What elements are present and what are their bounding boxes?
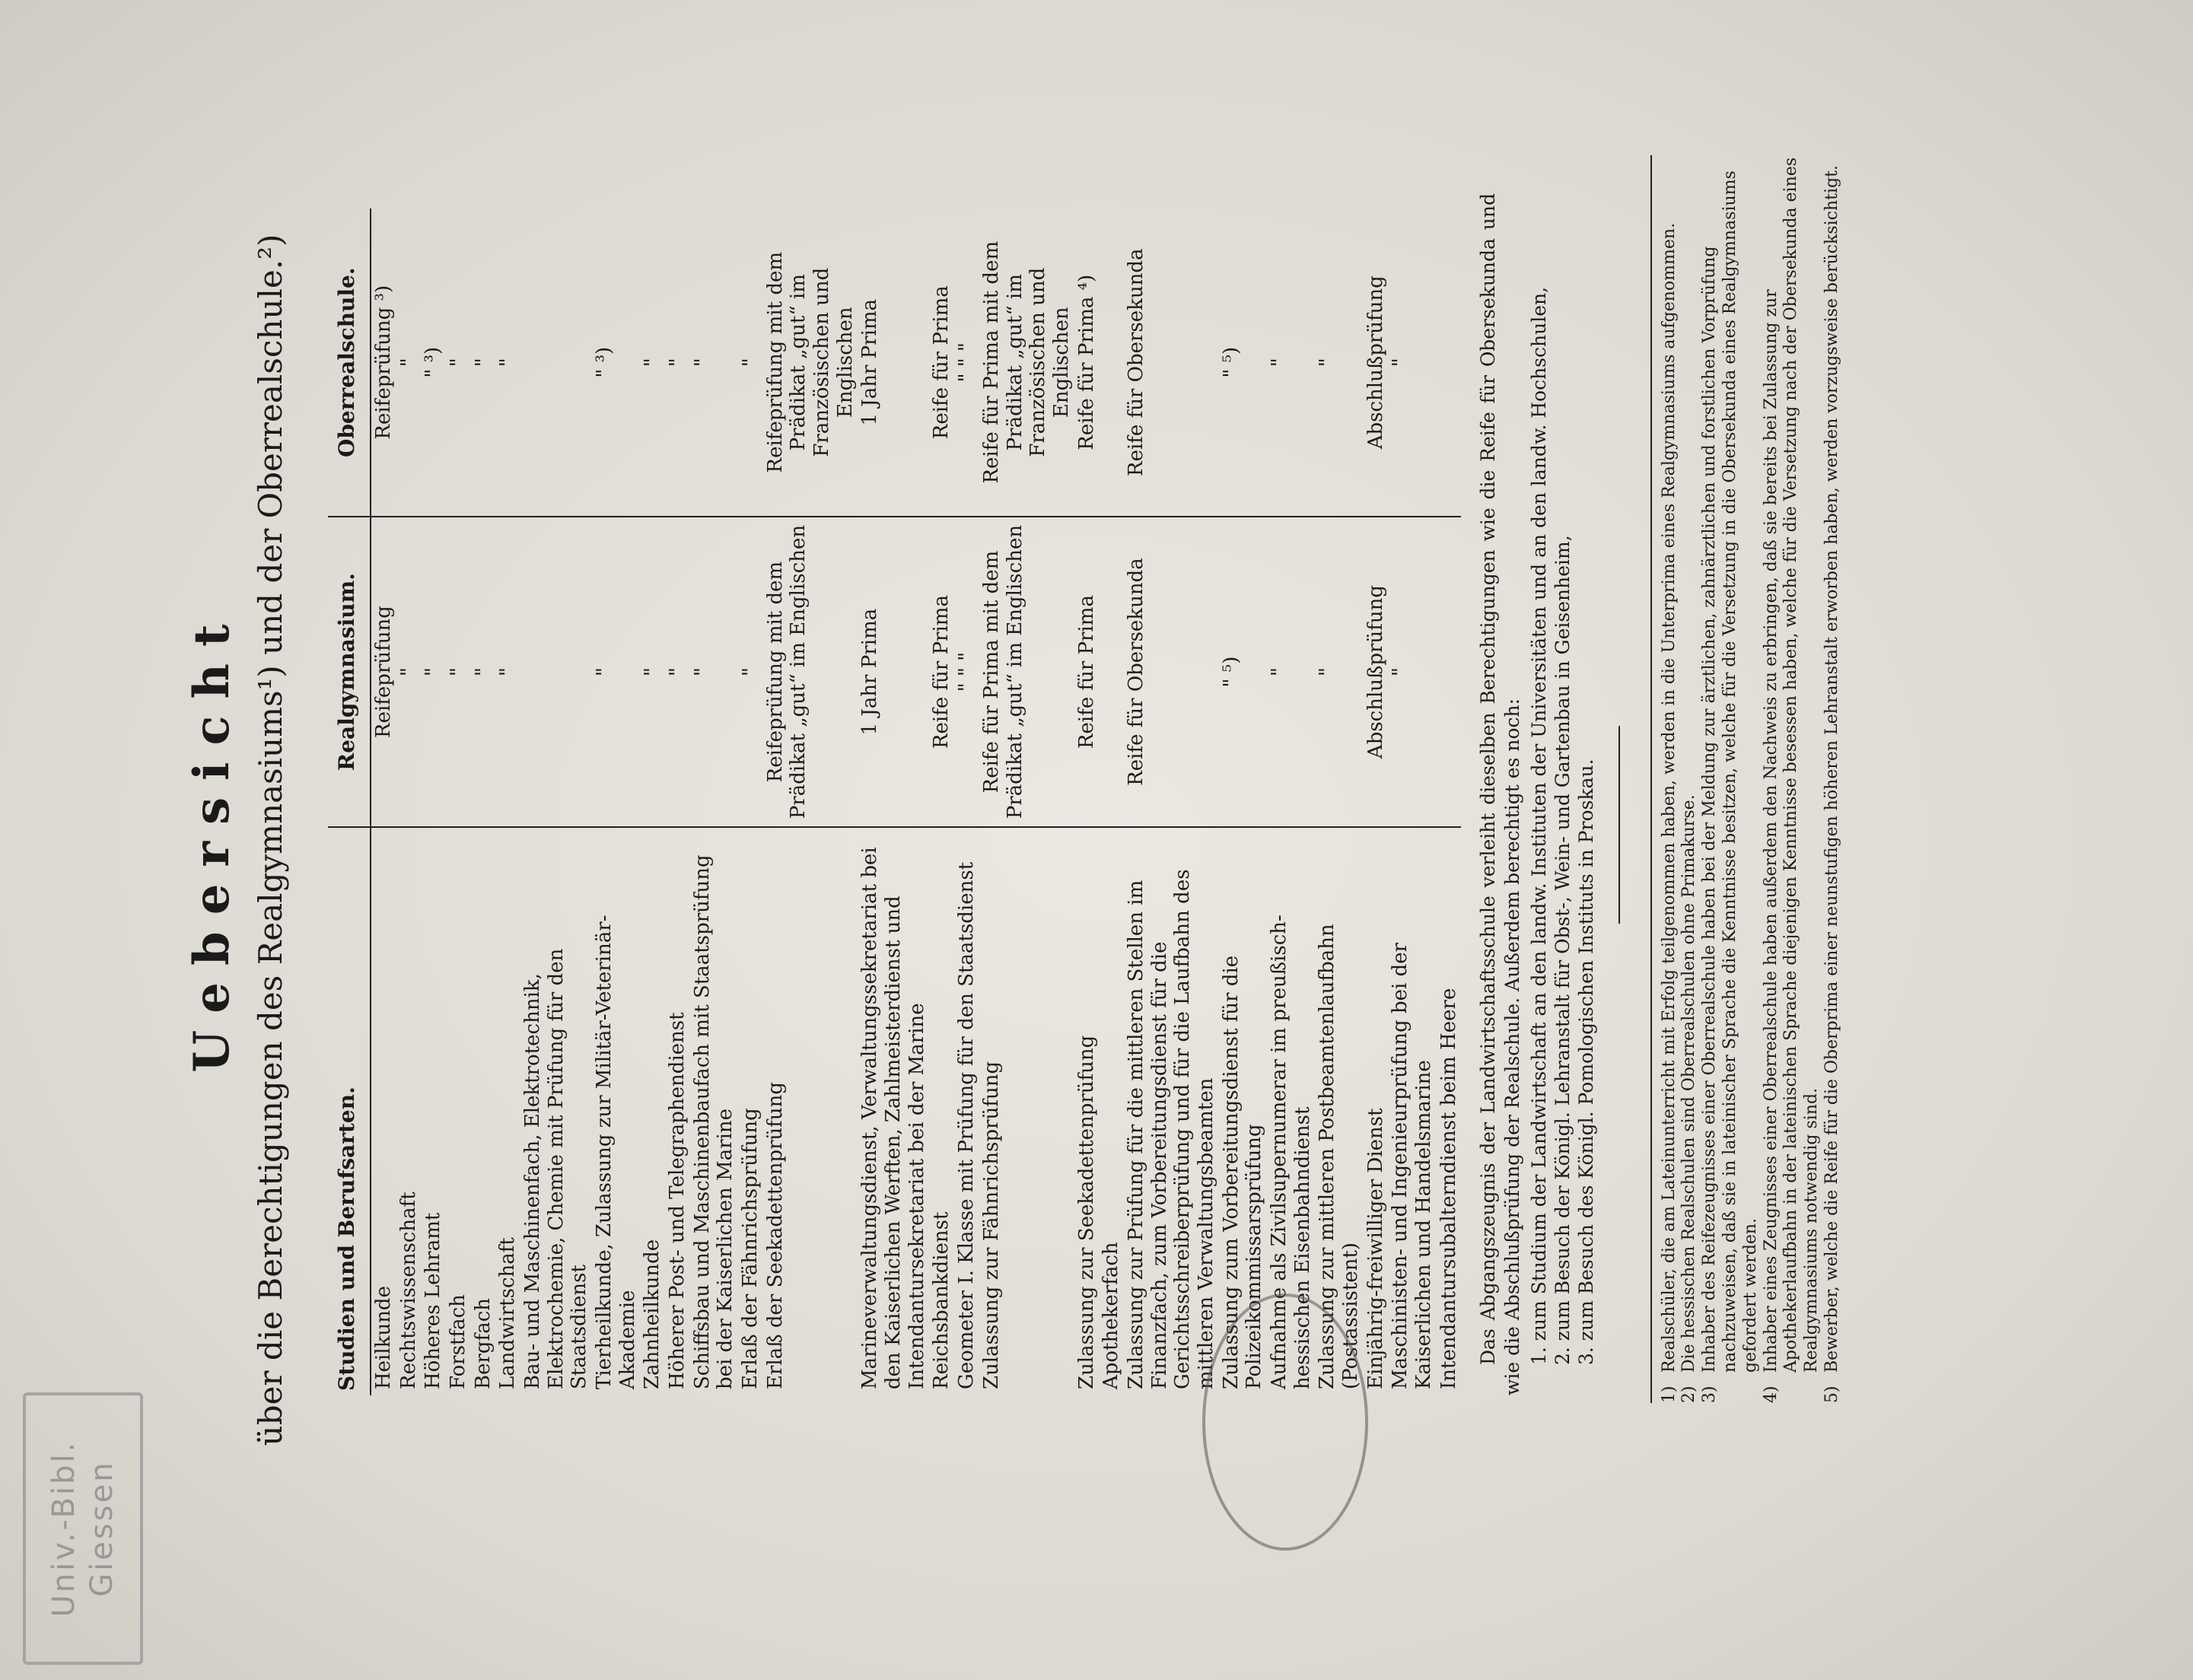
cell-oberrealschule: "	[690, 208, 738, 517]
note-list	[1527, 193, 1599, 1365]
cell-study: Maschinisten- und Ingenieurprüfung bei der Kaiserlichen und Handelsmarine	[1389, 942, 1435, 1389]
document-title: Uebersicht	[183, 607, 240, 1073]
cell-realgymnasium: "	[592, 517, 640, 826]
cell-study: Zulassung zur Seekadettenprüfung	[1074, 1035, 1098, 1389]
cell-study: Heilkunde	[372, 1286, 396, 1389]
table-row	[1124, 208, 1219, 1395]
rotated-document	[69, 26, 2124, 1654]
table-row	[1267, 208, 1315, 1395]
cell-realgymnasium: "	[495, 517, 520, 826]
cell-oberrealschule: Reife für Prima ⁴)	[1074, 208, 1100, 517]
table-row	[592, 208, 640, 1395]
cell-realgymnasium: Reife für Prima	[929, 517, 954, 826]
table-row	[396, 208, 422, 1395]
table-row	[1388, 208, 1436, 1395]
cell-realgymnasium: "	[738, 517, 763, 826]
cell-oberrealschule: "	[471, 208, 496, 517]
table-row	[471, 208, 496, 1395]
table-row	[495, 208, 520, 1395]
table-header-row	[328, 208, 371, 1395]
table-body	[371, 208, 1461, 1395]
footnote: 5) Bewerber, welche die Reife für die Oberprima einer neunstufigen höheren Lehranstalt erworben haben, werden vorzugsweise berücksichtigt.	[1822, 165, 1842, 1403]
table-row	[665, 208, 690, 1395]
document-subtitle: über die Berechtigungen des Realgymnasiums¹) und der Oberrealschule.²)	[252, 234, 289, 1446]
table-row	[763, 208, 858, 1395]
cell-oberrealschule: "	[738, 208, 763, 517]
cell-realgymnasium: " " "	[954, 517, 979, 826]
header-studies: Studien und Berufsarten.	[328, 827, 371, 1395]
note-item: 1. zum Studium der Landwirtschaft an den landw. Instituten der Universitäten und an den landw. Hochschulen,	[1527, 286, 1550, 1365]
separator-line	[1618, 726, 1620, 924]
cell-study: Geometer I. Klasse mit Prüfung für den Staatsdienst	[955, 861, 979, 1389]
oval-institution-stamp	[1202, 1293, 1368, 1551]
cell-study: Landwirtschaft	[496, 1237, 520, 1389]
table-row	[1315, 208, 1363, 1395]
cell-oberrealschule	[1437, 208, 1462, 517]
cell-realgymnasium	[1099, 517, 1124, 826]
cell-oberrealschule: "	[1315, 208, 1363, 517]
cell-realgymnasium: "	[665, 517, 690, 826]
header-oberrealschule: Oberrealschule.	[328, 208, 371, 517]
header-realgymnasium: Realgymnasium.	[328, 517, 371, 826]
cell-study: Schiffsbau und Maschinenbaufach mit Staatsprüfung bei der Kaiserlichen Marine	[690, 854, 737, 1389]
cell-realgymnasium: " ⁵)	[1219, 517, 1267, 826]
cell-realgymnasium: Reifeprüfung mit dem Prädikat „gut“ im Englischen	[763, 517, 858, 826]
cell-realgymnasium	[520, 517, 592, 826]
cell-oberrealschule: Abschlußprüfung	[1364, 208, 1389, 517]
cell-oberrealschule: " " "	[954, 208, 979, 517]
cell-realgymnasium: Reife für Prima mit dem Prädikat „gut“ im Englischen	[979, 517, 1074, 826]
cell-study: Rechtswissenschaft	[396, 1192, 420, 1389]
cell-oberrealschule: Reife für Obersekunda	[1124, 208, 1219, 517]
footnote: 3) Inhaber des Reifezeugnisses einer Oberrealschule haben bei der Meldung zur ärztlichen, zahnärztlichen und forstlichen Vorprüfung nachzuweisen, daß sie in lateinischer Sprache die Kenntnisse besitzen, welche für die Versetzung in die Obersekunda eines Realgymnasiums gefordert werden.	[1700, 170, 1760, 1403]
cell-realgymnasium	[1437, 517, 1462, 826]
cell-study: Erlaß der Seekadettenprüfung	[763, 1081, 787, 1389]
table-row	[929, 208, 954, 1395]
cell-oberrealschule: Reifeprüfung mit dem Prädikat „gut“ im Französischen und Englischen	[763, 208, 858, 517]
footnote: 4) Inhaber eines Zeugnisses einer Oberrealschule haben außerdem den Nachweis zu erbringen, daß sie bereits bei Zulassung zur Apothekerlaufbahn in der lateinischen Sprache diejenigen Kenntnisse besessen haben, welche für die Versetzung nach der Obersekunda eines Realgymnasiums notwendig sind.	[1761, 157, 1822, 1403]
cell-oberrealschule: "	[495, 208, 520, 517]
note-intro: Das Abgangszeugnis der Landwirtschaftsschule verleiht dieselben Berechtigungen wie die Reife für Obersekunda und wie die Abschlußprüfung der Realschule. Außerdem berechtigt es noch:	[1477, 193, 1523, 1395]
cell-study: Zahnheilkunde	[641, 1239, 664, 1389]
cell-study: Marineverwaltungsdienst, Verwaltungssekretariat bei den Kaiserlichen Werften, Zahlmeisterdienst und Intendantursekretariat bei der Marine	[858, 847, 928, 1389]
cell-oberrealschule: Reife für Prima mit dem Prädikat „gut“ im Französischen und Englischen	[979, 208, 1074, 517]
table-row	[371, 208, 396, 1395]
cell-oberrealschule: "	[446, 208, 471, 517]
table-row	[690, 208, 738, 1395]
cell-study: Tierheilkunde, Zulassung zur Militär-Veterinär-Akademie	[593, 915, 639, 1389]
cell-study: Höherer Post- und Telegraphendienst	[666, 1012, 689, 1389]
footnote: 2) Die hessischen Realschulen sind Oberrealschulen ohne Primakurse.	[1679, 794, 1699, 1403]
cell-realgymnasium: "	[421, 517, 446, 826]
cell-oberrealschule	[1099, 208, 1124, 517]
cell-realgymnasium: "	[1315, 517, 1363, 826]
cell-realgymnasium: Reife für Prima	[1074, 517, 1100, 826]
cell-realgymnasium: "	[1267, 517, 1315, 826]
cell-oberrealschule: Reifeprüfung ³)	[371, 208, 396, 517]
table-row	[1099, 208, 1124, 1395]
cell-study: Bau- und Maschinenfach, Elektrotechnik, Elektrochemie, Chemie mit Prüfung für den Staatsdienst	[521, 948, 591, 1389]
cell-realgymnasium: Abschlußprüfung	[1364, 517, 1389, 826]
cell-study: Reichsbankdienst	[930, 1211, 953, 1389]
cell-realgymnasium: "	[396, 517, 422, 826]
footnotes	[1650, 155, 1843, 1403]
cell-oberrealschule: "	[1388, 208, 1436, 517]
cell-study: Aufnahme als Zivilsupernumerar im preußisch-hessischen Eisenbahndienst	[1267, 915, 1314, 1389]
cell-realgymnasium: 1 Jahr Prima	[858, 517, 929, 826]
cell-study: Erlaß der Fähnrichsprüfung	[739, 1108, 762, 1389]
cell-study: Apothekerfach	[1100, 1242, 1123, 1389]
table-row	[1364, 208, 1389, 1395]
table-row	[1437, 208, 1462, 1395]
agricultural-school-note	[1476, 193, 1598, 1395]
table-row	[1219, 208, 1267, 1395]
cell-realgymnasium: Reifeprüfung	[371, 517, 396, 826]
cell-study: Bergfach	[471, 1298, 495, 1389]
table-row	[421, 208, 446, 1395]
entitlements-table	[328, 208, 1461, 1395]
footnote: 1) Realschüler, die am Lateinunterricht mit Erfolg teilgenommen haben, werden in die Unterprima eines Realgymnasiums aufgenommen.	[1659, 222, 1679, 1403]
cell-study: Einjährig-freiwilliger Dienst	[1364, 1108, 1387, 1389]
table-row	[979, 208, 1074, 1395]
table-row	[1074, 208, 1100, 1395]
cell-oberrealschule	[520, 208, 592, 517]
library-stamp-text: Univ.-Bibl. Giessen	[46, 1440, 119, 1618]
cell-oberrealschule: " ³)	[592, 208, 640, 517]
table-row	[954, 208, 979, 1395]
cell-study: Zulassung zum Vorbereitungsdienst für die Polizeikommissarsprüfung	[1219, 955, 1266, 1389]
cell-study: Zulassung zur Prüfung für die mittleren Stellen im Finanzfach, zum Vorbereitungsdienst für die Gerichtsschreiberprüfung und für die Laufbahn des mittleren Verwaltungsbeamten	[1124, 869, 1217, 1389]
cell-oberrealschule: 1 Jahr Prima	[858, 208, 929, 517]
cell-realgymnasium: "	[640, 517, 665, 826]
table-row	[446, 208, 471, 1395]
table-row	[858, 208, 929, 1395]
table-row	[738, 208, 763, 1395]
cell-realgymnasium: "	[446, 517, 471, 826]
cell-oberrealschule: "	[665, 208, 690, 517]
cell-oberrealschule: " ⁵)	[1219, 208, 1267, 517]
cell-oberrealschule: "	[1267, 208, 1315, 517]
cell-oberrealschule: Reife für Prima	[929, 208, 954, 517]
cell-oberrealschule: "	[396, 208, 422, 517]
cell-realgymnasium: "	[1388, 517, 1436, 826]
cell-study: Höheres Lehramt	[422, 1212, 445, 1389]
cell-study: Zulassung zur Fähnrichsprüfung	[979, 1061, 1003, 1389]
note-item: 3. zum Besuch des Königl. Pomologischen Instituts in Proskau.	[1575, 759, 1598, 1365]
cell-realgymnasium: Reife für Obersekunda	[1124, 517, 1219, 826]
cell-realgymnasium: "	[471, 517, 496, 826]
cell-realgymnasium: "	[690, 517, 738, 826]
note-item: 2. zum Besuch der Königl. Lehranstalt für Obst-, Wein- und Gartenbau in Geisenheim,	[1552, 535, 1574, 1365]
table-row	[640, 208, 665, 1395]
cell-oberrealschule: "	[640, 208, 665, 517]
cell-study: Forstfach	[447, 1294, 470, 1389]
cell-oberrealschule: " ³)	[421, 208, 446, 517]
cell-study: Intendantursubalterndienst beim Heere	[1437, 988, 1460, 1389]
library-stamp	[23, 1392, 143, 1665]
cell-study: Zulassung zur mittleren Postbeamtenlaufbahn (Postassistent)	[1316, 924, 1362, 1389]
table-row	[520, 208, 592, 1395]
